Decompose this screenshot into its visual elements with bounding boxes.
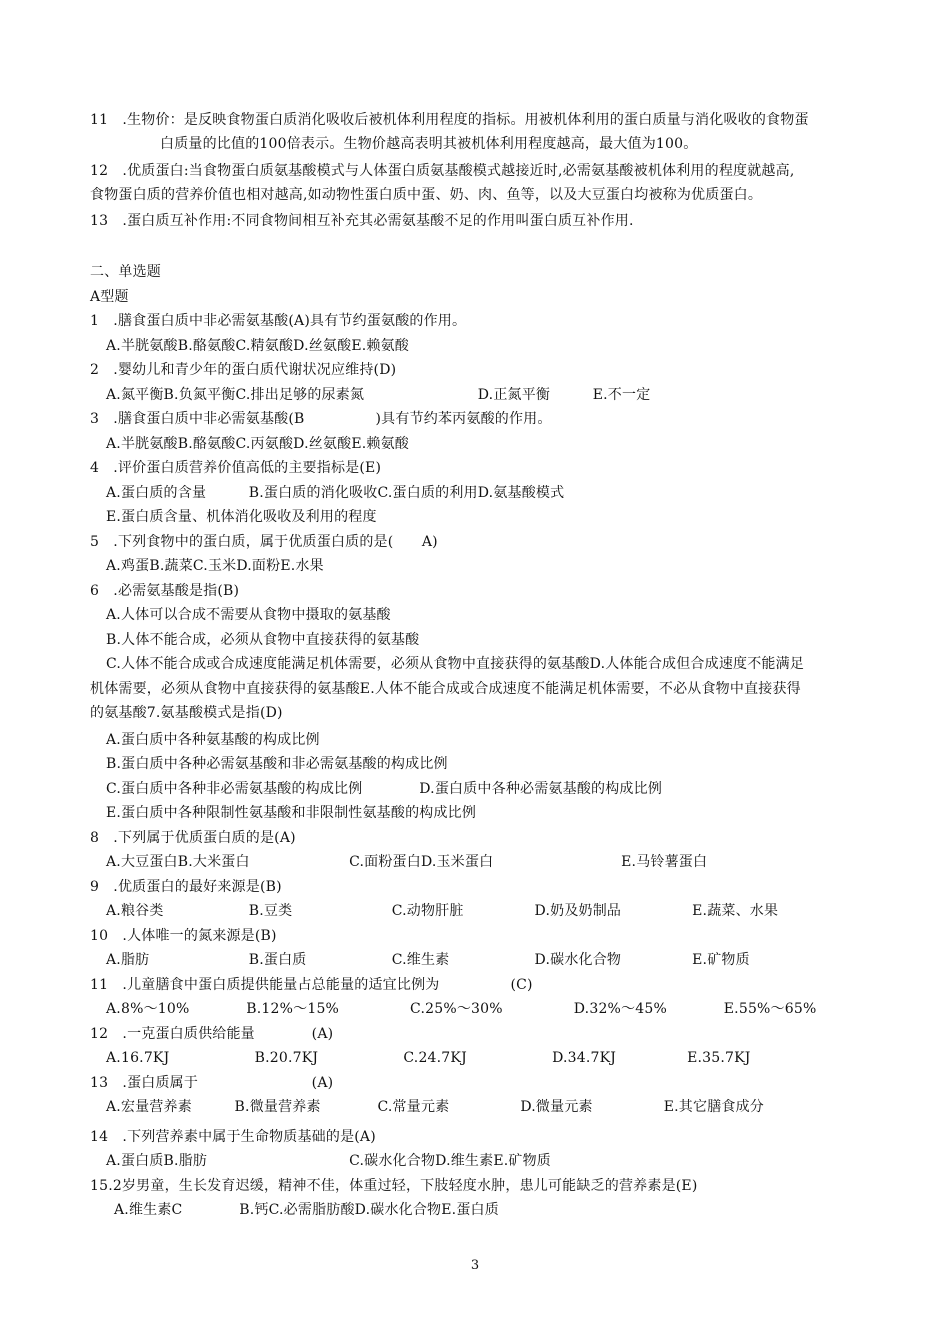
question-1-options: A.半胱氨酸B.酪氨酸C.精氨酸D.丝氨酸E.赖氨酸: [106, 338, 410, 354]
question-1: 1 .膳食蛋白质中非必需氨基酸(A)具有节约蛋氨酸的作用。: [90, 313, 467, 329]
definition-11-line-1: 11 .生物价：是反映食物蛋白质消化吸收后被机体利用程度的指标。用被机体利用的蛋白质量与消化吸收的食物蛋: [90, 112, 809, 128]
question-6-options-line-3: C.人体不能合成或合成速度能满足机体需要，必须从食物中直接获得的氨基酸D.人体能合成但合成速度不能满足: [106, 656, 805, 672]
definition-12-line-2: 食物蛋白质的营养价值也相对越高,如动物性蛋白质中蛋、奶、肉、鱼等，以及大豆蛋白均被称为优质蛋白。: [90, 187, 763, 203]
question-6-option-b: B.人体不能合成，必须从食物中直接获得的氨基酸: [106, 632, 420, 648]
question-5-options: A.鸡蛋B.蔬菜C.玉米D.面粉E.水果: [106, 558, 324, 574]
question-2-options: A.氮平衡B.负氮平衡C.排出足够的尿素氮 D.正氮平衡 E.不一定: [106, 387, 651, 403]
question-3-options: A.半胱氨酸B.酪氨酸C.丙氨酸D.丝氨酸E.赖氨酸: [106, 436, 410, 452]
question-8-options: A.大豆蛋白B.大米蛋白 C.面粉蛋白D.玉米蛋白 E.马铃薯蛋白: [106, 854, 708, 870]
question-7-option-b: B.蛋白质中各种必需氨基酸和非必需氨基酸的构成比例: [106, 756, 448, 772]
question-6-option-a: A.人体可以合成不需要从食物中摄取的氨基酸: [106, 607, 391, 623]
question-13-options: A.宏量营养素 B.微量营养素 C.常量元素 D.微量元素 E.其它膳食成分: [106, 1099, 765, 1115]
definition-13: 13 .蛋白质互补作用:不同食物间相互补充其必需氨基酸不足的作用叫蛋白质互补作用.: [90, 213, 634, 229]
question-7-option-e: E.蛋白质中各种限制性氨基酸和非限制性氨基酸的构成比例: [106, 805, 477, 821]
question-12: 12 .一克蛋白质供给能量 (A): [90, 1026, 334, 1042]
question-13: 13 .蛋白质属于 (A): [90, 1075, 334, 1091]
question-11-options: A.8%～10% B.12%～15% C.25%～30% D.32%～45% E.55%～65%: [106, 1001, 817, 1017]
question-15-options: A.维生素C B.钙C.必需脂肪酸D.碳水化合物E.蛋白质: [114, 1202, 499, 1218]
question-7-option-a: A.蛋白质中各种氨基酸的构成比例: [106, 732, 320, 748]
question-9-options: A.粮谷类 B.豆类 C.动物肝脏 D.奶及奶制品 E.蔬菜、水果: [106, 903, 779, 919]
question-6-options-line-4: 机体需要，必须从食物中直接获得的氨基酸E.人体不能合成或合成速度不能满足机体需要，不必从食物中直接获得: [90, 681, 801, 697]
definition-11-line-2: 白质量的比值的100倍表示。生物价越高表明其被机体利用程度越高，最大值为100。: [160, 136, 698, 152]
question-5: 5 .下列食物中的蛋白质，属于优质蛋白质的是( A): [90, 534, 438, 550]
question-12-options: A.16.7KJ B.20.7KJ C.24.7KJ D.34.7KJ E.35.7KJ: [106, 1050, 751, 1066]
question-14-options: A.蛋白质B.脂肪 C.碳水化合物D.维生素E.矿物质: [106, 1153, 552, 1169]
question-2: 2 .婴幼儿和青少年的蛋白质代谢状况应维持(D): [90, 362, 397, 378]
section-title: 二、单选题: [90, 264, 161, 280]
question-7-options-c-d: C.蛋白质中各种非必需氨基酸的构成比例 D.蛋白质中各种必需氨基酸的构成比例: [106, 781, 663, 797]
question-15: 15.2岁男童，生长发育迟缓，精神不佳，体重过轻，下肢轻度水肿，患儿可能缺乏的营养素是(E): [90, 1178, 698, 1194]
question-11: 11 .儿童膳食中蛋白质提供能量占总能量的适宜比例为 (C): [90, 977, 533, 993]
question-3: 3 .膳食蛋白质中非必需氨基酸(B )具有节约苯丙氨酸的作用。: [90, 411, 552, 427]
question-7: 的氨基酸7.氨基酸模式是指(D): [90, 705, 283, 721]
question-6: 6 .必需氨基酸是指(B): [90, 583, 240, 599]
subsection-title: A型题: [90, 289, 129, 305]
question-4: 4 .评价蛋白质营养价值高低的主要指标是(E): [90, 460, 382, 476]
question-10-options: A.脂肪 B.蛋白质 C.维生素 D.碳水化合物 E.矿物质: [106, 952, 750, 968]
question-8: 8 .下列属于优质蛋白质的是(A): [90, 830, 296, 846]
definition-12-line-1: 12 .优质蛋白:当食物蛋白质氨基酸模式与人体蛋白质氨基酸模式越接近时,必需氨基酸被机体利用的程度就越高,: [90, 163, 795, 179]
question-14: 14 .下列营养素中属于生命物质基础的是(A): [90, 1129, 376, 1145]
question-4-options-line-1: A.蛋白质的含量 B.蛋白质的消化吸收C.蛋白质的利用D.氨基酸模式: [106, 485, 565, 501]
question-4-options-line-2: E.蛋白质含量、机体消化吸收及利用的程度: [106, 509, 377, 525]
question-10: 10 .人体唯一的氮来源是(B): [90, 928, 277, 944]
question-9: 9 .优质蛋白的最好来源是(B): [90, 879, 282, 895]
page-number: 3: [470, 1258, 480, 1273]
